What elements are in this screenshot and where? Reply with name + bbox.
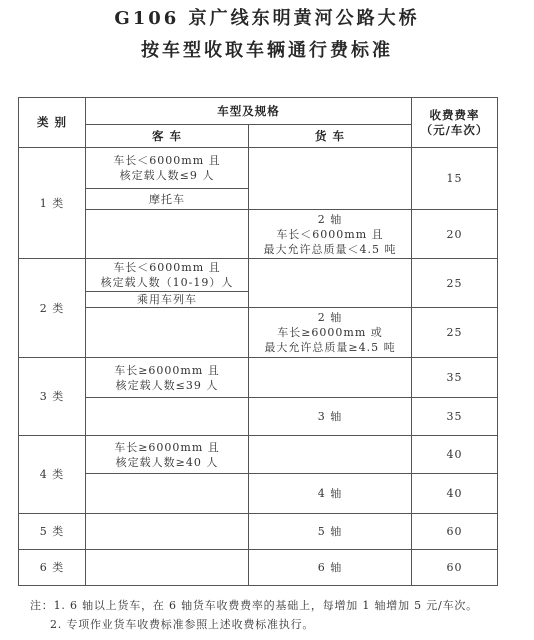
- row-1-truck-line: 2 轴: [317, 212, 343, 226]
- row-4-empty-bus-cell: [86, 474, 249, 514]
- table-row: [19, 550, 498, 586]
- row-1-category: 1 类: [19, 148, 86, 259]
- header-rate: [412, 98, 498, 148]
- row-2-bus-rate: 25: [412, 259, 498, 308]
- row-1-bus-spec: [86, 148, 249, 189]
- row-4-truck-rate: 40: [412, 474, 498, 514]
- row-2-truck-line: 车长≥6000mm 或: [277, 326, 383, 339]
- document-title-line1: G106 京广线东明黄河公路大桥: [114, 8, 420, 29]
- row-1-truck-line: 最大允许总质量＜4.5 吨: [263, 242, 397, 256]
- table-row: [19, 308, 498, 358]
- table-row: [19, 210, 498, 259]
- row-2-empty-truck-cell: [249, 259, 412, 308]
- row-1-bus-line: 核定载人数≤9 人: [119, 169, 215, 182]
- row-2-bus-extra: 乘用车列车: [86, 292, 249, 308]
- footnotes: [30, 596, 478, 634]
- document-title-line2: 按车型收取车辆通行费标准: [141, 40, 393, 61]
- row-3-empty-truck-cell: [249, 358, 412, 398]
- row-5-truck-rate: 60: [412, 514, 498, 550]
- table-row: [19, 398, 498, 436]
- row-3-bus-line: 核定载人数≤39 人: [115, 378, 219, 392]
- header-rate-line1: 收费费率: [429, 107, 480, 122]
- row-2-truck-line: 2 轴: [317, 311, 343, 324]
- row-1-empty-truck-cell: [249, 148, 412, 210]
- row-1-bus-line: 车长＜6000mm 且: [113, 154, 221, 167]
- row-3-truck-rate: 35: [412, 398, 498, 436]
- row-4-category: 4 类: [19, 436, 86, 514]
- row-2-truck-spec: [249, 308, 412, 358]
- row-5-category: 5 类: [19, 514, 86, 550]
- footnote-1: 注：1. 6 轴以上货车，在 6 轴货车收费费率的基础上，每增加 1 轴增加 5 元/车次。: [30, 599, 478, 612]
- row-4-bus-spec: [86, 436, 249, 474]
- row-1-empty-bus-cell: [86, 210, 249, 259]
- footnote-2: 2. 专项作业货车收费标准参照上述收费标准执行。: [50, 618, 315, 631]
- table-row: [19, 358, 498, 398]
- row-3-bus-line: 车长≥6000mm 且: [114, 363, 220, 377]
- row-5-truck-spec: 5 轴: [249, 514, 412, 550]
- row-6-truck-spec: 6 轴: [249, 550, 412, 586]
- header-rate-line2: （元/车次）: [420, 122, 489, 137]
- row-1-truck-line: 车长＜6000mm 且: [276, 227, 384, 241]
- row-4-truck-spec: 4 轴: [249, 474, 412, 514]
- row-2-truck-rate: 25: [412, 308, 498, 358]
- row-4-bus-rate: 40: [412, 436, 498, 474]
- table-row: [19, 259, 498, 292]
- header-bus: 客 车: [86, 125, 249, 148]
- row-1-truck-spec: [249, 210, 412, 259]
- table-header-row: [19, 98, 498, 125]
- table-row: [19, 474, 498, 514]
- header-vehicle-spec: 车型及规格: [86, 98, 412, 125]
- header-category: 类 别: [19, 98, 86, 148]
- table-row: [19, 148, 498, 189]
- row-6-empty-bus-cell: [86, 550, 249, 586]
- table-row: [19, 514, 498, 550]
- row-3-empty-bus-cell: [86, 398, 249, 436]
- row-6-truck-rate: 60: [412, 550, 498, 586]
- row-4-bus-line: 核定载人数≥40 人: [115, 455, 219, 469]
- row-4-bus-line: 车长≥6000mm 且: [114, 440, 220, 454]
- row-1-truck-rate: 20: [412, 210, 498, 259]
- row-4-empty-truck-cell: [249, 436, 412, 474]
- toll-rate-table: [18, 97, 498, 586]
- row-2-bus-line: 核定载人数（10-19）人: [100, 276, 234, 289]
- row-3-bus-rate: 35: [412, 358, 498, 398]
- header-truck: 货 车: [249, 125, 412, 148]
- row-3-bus-spec: [86, 358, 249, 398]
- row-2-bus-spec: [86, 259, 249, 292]
- row-5-empty-bus-cell: [86, 514, 249, 550]
- row-2-truck-line: 最大允许总质量≥4.5 吨: [264, 341, 396, 354]
- row-6-category: 6 类: [19, 550, 86, 586]
- row-2-category: 2 类: [19, 259, 86, 358]
- table-row: [19, 436, 498, 474]
- row-1-bus-extra: 摩托车: [86, 189, 249, 210]
- row-2-bus-line: 车长＜6000mm 且: [113, 261, 221, 274]
- row-2-empty-bus-cell: [86, 308, 249, 358]
- row-1-bus-rate: 15: [412, 148, 498, 210]
- row-3-category: 3 类: [19, 358, 86, 436]
- row-3-truck-spec: 3 轴: [249, 398, 412, 436]
